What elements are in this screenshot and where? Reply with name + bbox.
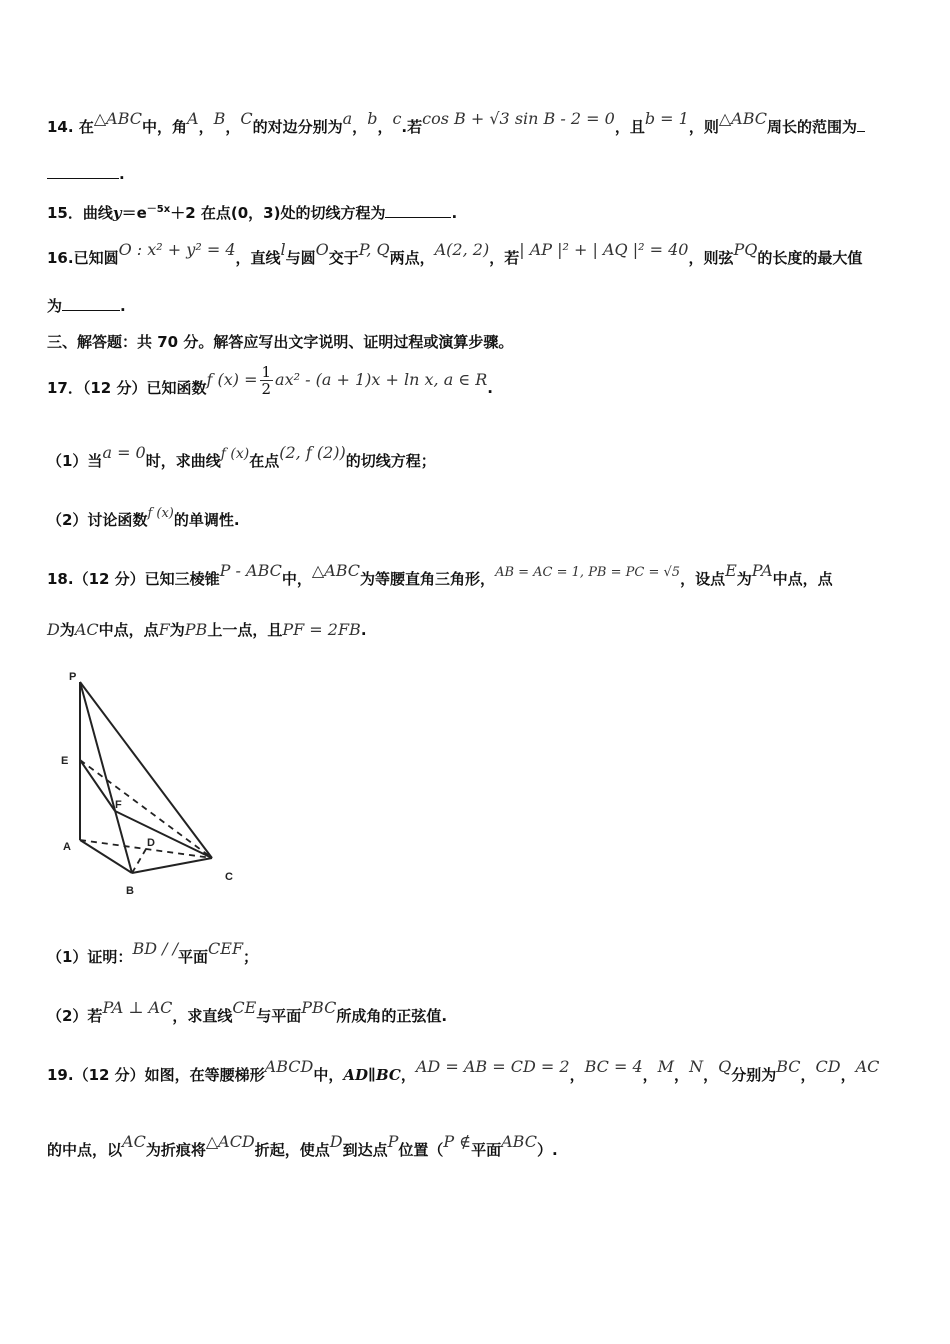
q19-line2: 的中点，以AC为折痕将△ACD折起，使点D到达点P位置（P ∉平面ABC）. [47, 1132, 558, 1159]
q18-line2: D为AC中点，点F为PB上一点，且PF = 2FB. [47, 620, 367, 639]
label-F: F [115, 799, 122, 811]
q14-line2: . [47, 164, 125, 183]
q17-part1: （1）当a = 0时，求曲线f (x)在点(2, f (2))的切线方程； [47, 443, 436, 470]
edge-BC [132, 858, 212, 873]
answer-blank [857, 117, 865, 132]
label-E: E [61, 755, 69, 767]
edge-EC-hidden [80, 760, 212, 858]
edge-PC [80, 682, 212, 858]
q17-part2: （2）讨论函数f (x)的单调性. [47, 506, 240, 529]
q15-line: 15．曲线$y=e^{-5x}+2$ 在点(0，3)处的切线方程为 . [47, 204, 458, 222]
label-A: A [63, 841, 71, 853]
q16-line2: 为 . [47, 297, 126, 315]
label-C: C [225, 871, 233, 883]
label-P: P [69, 671, 77, 683]
answer-blank [62, 296, 120, 311]
q16-line1: 16.已知圆O : x² + y² = 4，直线l与圆O交于P, Q两点，A(2, 2)，若| AP |² + | AQ |² = 40，则弦PQ的长度的最大值 [47, 240, 863, 267]
q19-line1: 19.（12 分）如图，在等腰梯形ABCD中，AD∥BC，AD = AB = CD = 2，BC = 4，M，N，Q分别为BC，CD，AC [47, 1057, 880, 1084]
q18-part1: （1）证明：BD / /平面CEF； [47, 939, 259, 966]
edge-FC [115, 811, 212, 858]
edge-BD-hidden [132, 849, 146, 873]
q17-stem: 17．（12 分）已知函数f (x) = $\frac{1}{2}$ ax² - (a + 1)x + ln x, a ∈ R. [47, 363, 493, 398]
q18-line1: 18.（12 分）已知三棱锥P - ABC中，△ABC为等腰直角三角形，AB = AC = 1, PB = PC = √5，设点E为PA中点，点 [47, 561, 833, 588]
label-B: B [126, 885, 134, 897]
q18-part2: （2）若PA ⊥ AC，求直线CE与平面PBC所成角的正弦值. [47, 998, 448, 1025]
label-D: D [147, 837, 155, 849]
fraction: $\frac{1}{2}$ [261, 363, 272, 398]
pyramid-figure [55, 668, 255, 898]
edge-EF [80, 760, 115, 811]
section-heading: 三、解答题：共 70 分。解答应写出文字说明、证明过程或演算步骤。 [47, 333, 514, 351]
answer-blank [47, 164, 119, 179]
answer-blank [385, 203, 451, 218]
q14-line1: 14. 在△ABC中，角A，B，C的对边分别为a，b，c.若cos B + √3 sin B - 2 = 0，且b = 1，则△ABC周长的范围为 [47, 116, 865, 137]
